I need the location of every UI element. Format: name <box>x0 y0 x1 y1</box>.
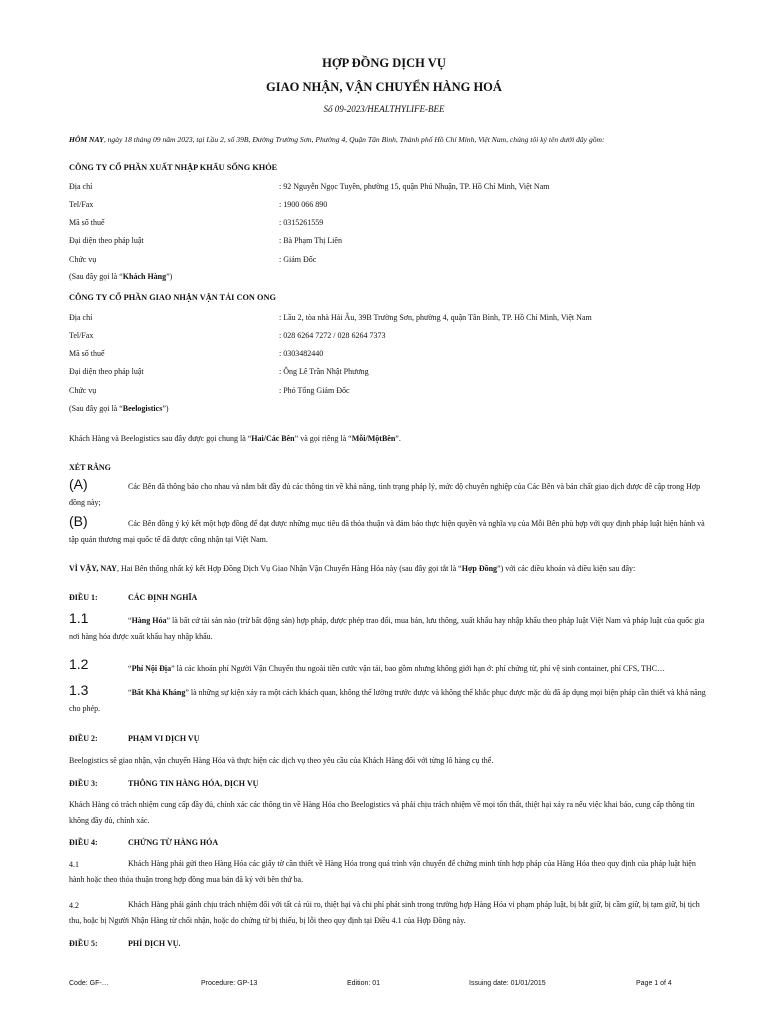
parties-note-post: ”. <box>395 434 401 443</box>
clause-4-2-number: 4.2 <box>69 901 79 910</box>
party-b-tel-label: Tel/Fax <box>69 331 94 340</box>
clause-1-1-term: Hàng Hóa <box>131 616 167 625</box>
article-3-line2: không đầy đủ, chính xác. <box>69 816 150 825</box>
clause-1-1-line2: nơi hàng hóa được xuất khẩu hay nhập khẩu. <box>69 632 213 641</box>
recital-b-text <box>69 516 721 548</box>
article-2-text: Beelogistics sẽ giao nhận, vận chuyển Hàng Hóa và thực hiện các dịch vụ theo yêu cầu của Khách Hàng đối với từng lô hàng cụ thể. <box>69 756 494 765</box>
clause-1-1-pre: “ <box>128 616 132 625</box>
article-4-title: CHỨNG TỪ HÀNG HÓA <box>128 838 219 847</box>
article-4-number: ĐIỀU 4: <box>69 838 98 847</box>
recital-a-mark: (A) <box>69 476 88 492</box>
article-2-number: ĐIỀU 2: <box>69 734 98 743</box>
parties-note-mid: ” và gọi riêng là “ <box>294 434 352 443</box>
party-b-tel-value: : 028 6264 7272 / 028 6264 7373 <box>279 331 386 340</box>
article-5-title: PHÍ DỊCH VỤ. <box>128 939 181 948</box>
article-5-number: ĐIỀU 5: <box>69 939 98 948</box>
clause-1-2-line1: ” là các khoản phí Người Vận Chuyển thu ngoài tiền cước vận tải, bao gồm nhưng không giới hạn ở: phí chứng từ, phí vệ sinh container, phí CFS, THC… <box>171 664 666 673</box>
party-b-tax-value: : 0303482440 <box>279 349 324 358</box>
footer-edition: Edition: 01 <box>347 980 381 987</box>
party-a-tax-value: : 0315261559 <box>279 218 324 227</box>
party-a-name: CÔNG TY CỔ PHẦN XUẤT NHẬP KHẨU SỐNG KHỎE <box>69 163 278 172</box>
party-a-tel-label: Tel/Fax <box>69 200 94 209</box>
footer-page-number: Page 1 of 4 <box>636 980 672 987</box>
recital-b-line2: tập quán thương mại quốc tế đã được công nhận tại Việt Nam. <box>69 535 268 544</box>
party-b-position-label: Chức vụ <box>69 386 97 395</box>
parties-note-individual: Mỗi/MộtBên <box>351 434 396 443</box>
clause-1-3-line2: cho phép. <box>69 704 101 713</box>
article-1-title: CÁC ĐỊNH NGHĨA <box>128 593 198 602</box>
recital-b-line1: Các Bên đồng ý ký kết một hợp đồng để đạt được những mục tiêu đã thỏa thuận và đảm bảo thực hiện quyền và nghĩa vụ của Mỗi Bên phù hợp với quy định pháp luật hiện hành và <box>128 519 705 528</box>
recital-a-line2: đồng này; <box>69 498 101 507</box>
party-a-rep-label: Đại diện theo pháp luật <box>69 236 144 245</box>
footer-issuing-date: Issuing date: 01/01/2015 <box>469 980 546 987</box>
clause-4-2-line1: Khách Hàng phải gánh chịu trách nhiệm đối với tất cả rủi ro, thiệt hại và chi phí phát sinh trong trường hợp Hàng Hóa vi phạm pháp luật, bị bắt giữ, bị cầm giữ, bị tạm giữ, bị tịch <box>128 900 700 909</box>
party-a-tax-label: Mã số thuế <box>69 218 105 227</box>
clause-1-3-pre: “ <box>128 688 132 697</box>
article-2-title: PHẠM VI DỊCH VỤ <box>128 734 200 743</box>
clause-1-3-number: 1.3 <box>69 682 89 698</box>
clause-1-2-number: 1.2 <box>69 656 89 672</box>
party-a-alias <box>69 272 172 281</box>
recital-a-line1: Các Bên đã thông báo cho nhau và nắm bắt đầy đủ các thông tin về khả năng, tình trạng pháp lý, mức độ chuyên nghiệp của Các Bên và bản chất giao dịch được đề cập trong Hợp <box>128 482 701 491</box>
therefore-mid: , Hai Bên thống nhất ký kết Hợp Đồng Dịch Vụ Giao Nhận Vận Chuyển Hàng Hóa này (sau đây gọi tắt là “ <box>116 564 462 573</box>
clause-4-2-line2: thu, hoặc bị Người Nhận Hàng từ chối nhận, hoặc do chứng từ bị thiếu, bị lỗi theo quy định tại Điều 4.1 của Hợp Đồng này. <box>69 916 466 925</box>
parties-note-collective: Hai/Các Bên <box>251 434 295 443</box>
clause-4-1-line1: Khách Hàng phải gửi theo Hàng Hóa các giấy tờ cần thiết về Hàng Hóa trong quá trình vận chuyển để chứng minh tính hợp pháp của Hàng Hóa theo quy định của pháp luật hiện <box>128 859 696 868</box>
party-b-alias-post: ”) <box>162 404 169 413</box>
party-b-address-label: Địa chỉ <box>69 313 93 322</box>
therefore-lead: VÌ VẬY, NAY <box>69 564 117 573</box>
party-a-position-label: Chức vụ <box>69 255 97 264</box>
intro-lead: HÔM NAY <box>69 135 104 144</box>
party-a-address-value: : 92 Nguyễn Ngọc Tuyên, phường 15, quận Phú Nhuận, TP. Hồ Chí Minh, Việt Nam <box>279 182 550 191</box>
clause-1-2-pre: “ <box>128 664 132 673</box>
footer-code: Code: GF-… <box>69 980 109 987</box>
contract-number: Số 09-2023/HEALTHYLIFE-BEE <box>323 104 445 114</box>
clause-1-1-line1: ” là bất cứ tài sản nào (trừ bất động sản) hợp pháp, được phép trao đổi, mua bán, lưu thông, xuất khẩu hay nhập khẩu theo pháp luật Việt Nam và pháp luật của quốc gia <box>166 616 705 625</box>
party-b-address-value: : Lầu 2, tòa nhà Hải Âu, 39B Trường Sơn, phường 4, quận Tân Bình, TP. Hồ Chí Minh, Việt Nam <box>279 313 592 322</box>
recital-b-mark: (B) <box>69 513 88 529</box>
clause-1-2-term: Phí Nội Địa <box>131 664 172 673</box>
therefore-post: ”) với các điều khoản và điều kiện sau đây: <box>497 564 636 573</box>
party-a-tel-value: : 1900 066 890 <box>279 200 328 209</box>
recitals-heading: XÉT RẰNG <box>69 463 111 472</box>
party-a-alias-post: ”) <box>166 272 173 281</box>
article-3-number: ĐIỀU 3: <box>69 779 98 788</box>
parties-note-pre: Khách Hàng và Beelogistics sau đây được gọi chung là “ <box>69 434 252 443</box>
party-a-alias-name: Khách Hàng <box>122 272 167 281</box>
article-3-title: THÔNG TIN HÀNG HÓA, DỊCH VỤ <box>128 779 259 788</box>
party-a-alias-pre: (Sau đây gọi là “ <box>69 272 123 281</box>
clause-4-1-line2: hành hoặc theo thỏa thuận trong hợp đồng mua bán đã ký với bên thứ ba. <box>69 875 304 884</box>
intro-text: , ngày 18 tháng 09 năm 2023, tại Lầu 2, số 39B, Đường Trường Sơn, Phường 4, Quận Tân Bình, Thành phố Hồ Chí Minh, Việt Nam, chúng tôi ký tên dưới đây gồm: <box>103 135 605 144</box>
clause-1-2-text <box>128 661 721 677</box>
footer-procedure: Procedure: GP-13 <box>201 980 258 987</box>
party-b-alias <box>69 404 169 413</box>
party-b-rep-label: Đại diện theo pháp luật <box>69 367 144 376</box>
therefore-contract: Hợp Đồng <box>461 564 498 573</box>
recital-a-text <box>69 479 721 511</box>
clause-1-3-line1: ” là những sự kiện xảy ra một cách khách quan, không thể lường trước được và không thể khắc phục được mặc dù đã áp dụng mọi biện pháp cần thiết và khả năng <box>185 688 706 697</box>
party-b-alias-pre: (Sau đây gọi là “ <box>69 404 123 413</box>
party-b-name: CÔNG TY CỔ PHẦN GIAO NHẬN VẬN TẢI CON ONG <box>69 293 276 302</box>
article-1-number: ĐIỀU 1: <box>69 593 98 602</box>
clause-1-1-number: 1.1 <box>69 610 89 626</box>
party-a-position-value: : Giám Đốc <box>279 255 317 264</box>
party-a-address-label: Địa chỉ <box>69 182 93 191</box>
parties-collective-note <box>69 434 401 443</box>
party-b-alias-name: Beelogistics <box>122 404 163 413</box>
party-b-position-value: : Phó Tổng Giám Đốc <box>279 386 350 395</box>
party-b-rep-value: : Ông Lê Trần Nhật Phương <box>279 367 369 376</box>
therefore-statement <box>69 564 635 573</box>
intro-paragraph <box>69 135 605 144</box>
article-3-text <box>69 797 719 829</box>
party-a-rep-value: : Bà Phạm Thị Liên <box>279 236 342 245</box>
article-3-line1: Khách Hàng có trách nhiệm cung cấp đầy đủ, chính xác các thông tin về Hàng Hóa cho Beelogistics và phải chịu trách nhiệm về mọi tổn thất, thiệt hại xảy ra nếu việc khai báo, cung cấp thông tin <box>69 800 695 809</box>
party-b-tax-label: Mã số thuế <box>69 349 105 358</box>
clause-4-1-number: 4.1 <box>69 860 79 869</box>
document-subtitle: GIAO NHẬN, VẬN CHUYỂN HÀNG HOÁ <box>266 80 502 94</box>
document-title: HỢP ĐỒNG DỊCH VỤ <box>322 56 446 70</box>
clause-1-3-term: Bất Khả Kháng <box>131 688 186 697</box>
